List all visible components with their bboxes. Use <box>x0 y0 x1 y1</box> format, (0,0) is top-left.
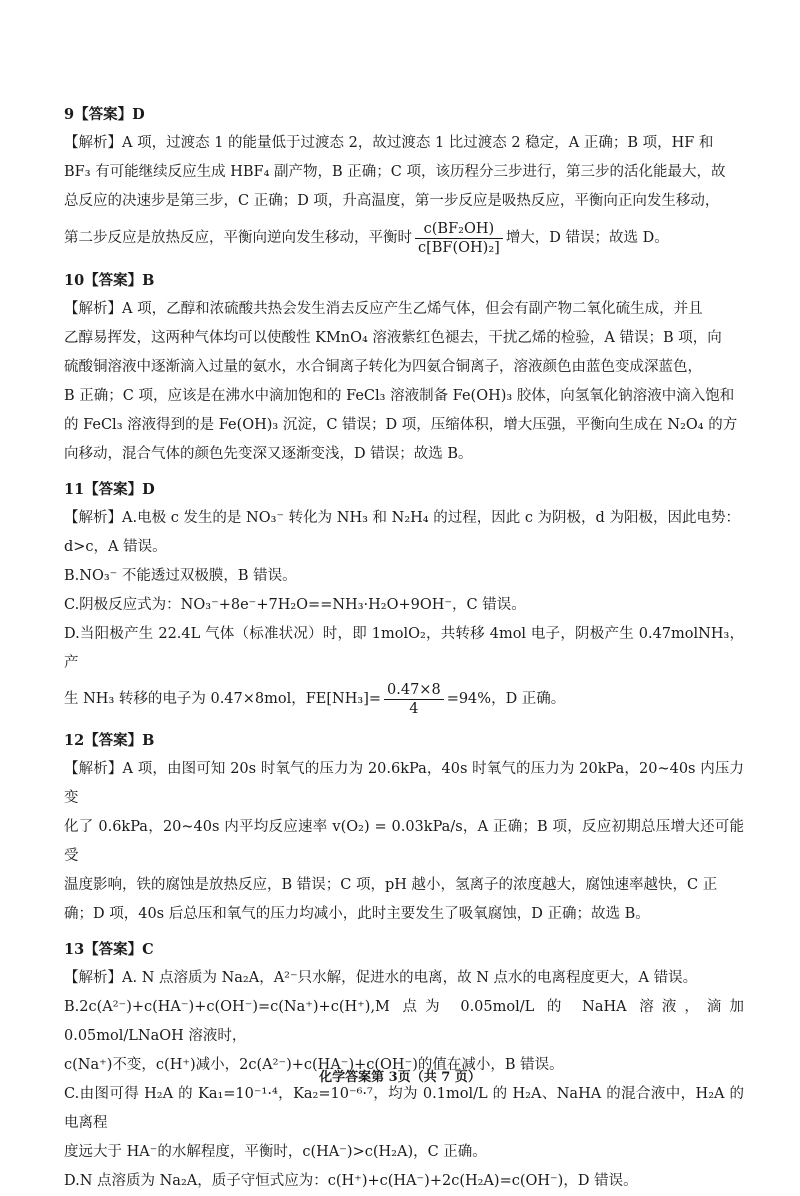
answer-heading: 11【答案】D <box>64 481 155 498</box>
explanation-line: 硫酸铜溶液中逐渐滴入过量的氨水，水合铜离子转化为四氨合铜离子，溶液颜色由蓝色变成深蓝色， <box>64 359 702 375</box>
explanation-line: 【解析】A. N 点溶质为 Na₂A，A²⁻只水解，促进水的电离，故 N 点水的电离程度更大，A 错误。 <box>64 970 698 986</box>
explanation-line: 确；D 项，40s 后总压和氧气的压力均减小，此时主要发生了吸氧腐蚀，D 正确；故选 B。 <box>64 906 650 922</box>
text-span: =94%，D 正确。 <box>446 691 566 707</box>
text-span: 生 NH₃ 转移的电子为 0.47×8mol，FE[NH₃]= <box>64 691 382 707</box>
question-9 <box>64 100 744 260</box>
explanation-line: C.阴极反应式为：NO₃⁻+8e⁻+7H₂O==NH₃·H₂O+9OH⁻，C 错误。 <box>64 597 526 613</box>
answer-heading: 10【答案】B <box>64 272 155 289</box>
explanation-line: D.N 点溶质为 Na₂A，质子守恒式应为：c(H⁺)+c(HA⁻)+2c(H₂A)=c(OH⁻)，D 错误。 <box>64 1173 638 1189</box>
answer-heading: 9【答案】D <box>64 106 145 123</box>
explanation-line: 的 FeCl₃ 溶液得到的是 Fe(OH)₃ 沉淀，C 错误；D 项，压缩体积，增大压强，平衡向生成在 N₂O₄ 的方 <box>64 417 738 433</box>
explanation-line: BF₃ 有可能继续反应生成 HBF₄ 副产物，B 正确；C 项，该历程分三步进行，第三步的活化能最大，故 <box>64 164 726 180</box>
explanation-line <box>64 216 744 260</box>
fraction-numerator: 0.47×8 <box>384 681 444 700</box>
fraction <box>384 681 444 718</box>
explanation-line: 向移动，混合气体的颜色先变深又逐渐变浅，D 错误；故选 B。 <box>64 446 473 462</box>
page-footer: 化学答案第 3页（共 7 页） <box>319 1070 481 1085</box>
answer-heading: 13【答案】C <box>64 941 154 958</box>
explanation-line <box>64 678 744 720</box>
answer-heading: 12【答案】B <box>64 732 155 749</box>
explanation-line: 【解析】A 项，过渡态 1 的能量低于过渡态 2，故过渡态 1 比过渡态 2 稳定，A 正确；B 项，HF 和 <box>64 135 714 151</box>
explanation-line: 温度影响，铁的腐蚀是放热反应，B 错误；C 项，pH 越小，氢离子的浓度越大，腐蚀速率越快，C 正 <box>64 877 718 893</box>
explanation-line: c(Na⁺)不变，c(H⁺)减小，2c(A²⁻)+c(HA⁻)+c(OH⁻)的值在减小，B 错误。 <box>64 1057 564 1073</box>
explanation-line: 总反应的决速步是第三步，C 正确；D 项，升高温度，第一步反应是吸热反应，平衡向正向发生移动， <box>64 193 720 209</box>
explanation-line: B.NO₃⁻ 不能透过双极膜，B 错误。 <box>64 568 297 584</box>
explanation-line: 乙醇易挥发，这两种气体均可以使酸性 KMnO₄ 溶液紫红色褪去，干扰乙烯的检验，A 错误；B 项，向 <box>64 330 722 346</box>
fraction-denominator: 4 <box>409 700 419 717</box>
answer-page <box>64 100 744 1196</box>
explanation-line: B.2c(A²⁻)+c(HA⁻)+c(OH⁻)=c(Na⁺)+c(H⁺),M 点为 0.05mol/L 的 NaHA 溶液，滴加 0.05mol/LNaOH 溶液时， <box>64 999 744 1044</box>
explanation-line: 【解析】A.电极 c 发生的是 NO₃⁻ 转化为 NH₃ 和 N₂H₄ 的过程，因此 c 为阴极，d 为阳极，因此电势： <box>64 510 740 526</box>
explanation-line: 度远大于 HA⁻的水解程度，平衡时，c(HA⁻)>c(H₂A)，C 正确。 <box>64 1144 487 1160</box>
question-12 <box>64 726 744 929</box>
explanation-line: B 正确；C 项，应该是在沸水中滴加饱和的 FeCl₃ 溶液制备 Fe(OH)₃ 胶体，向氢氧化钠溶液中滴入饱和 <box>64 388 735 404</box>
explanation-line: d>c，A 错误。 <box>64 539 167 555</box>
fraction <box>415 220 503 257</box>
fraction-numerator: c(BF₂OH) <box>415 220 503 239</box>
explanation-line: C.由图可得 H₂A 的 Ka₁=10⁻¹·⁴，Ka₂=10⁻⁶·⁷，均为 0.1mol/L 的 H₂A、NaHA 的混合液中，H₂A 的电离程 <box>64 1086 744 1131</box>
text-span: 第二步反应是放热反应，平衡向逆向发生移动，平衡时 <box>64 230 412 246</box>
question-11 <box>64 475 744 720</box>
explanation-line: 【解析】A 项，由图可知 20s 时氧气的压力为 20.6kPa，40s 时氧气的压力为 20kPa，20~40s 内压力变 <box>64 761 744 806</box>
explanation-line: 化了 0.6kPa，20~40s 内平均反应速率 v(O₂) = 0.03kPa/s，A 正确；B 项，反应初期总压增大还可能受 <box>64 819 744 864</box>
explanation-line: 【解析】A 项，乙醇和浓硫酸共热会发生消去反应产生乙烯气体，但会有副产物二氧化硫生成，并且 <box>64 301 703 317</box>
explanation-line: D.当阳极产生 22.4L 气体（标准状况）时，即 1molO₂，共转移 4mol 电子，阴极产生 0.47molNH₃，产 <box>64 626 744 671</box>
fraction-denominator: c[BF(OH)₂] <box>418 239 500 256</box>
text-span: 增大，D 错误；故选 D。 <box>505 230 669 246</box>
question-10 <box>64 266 744 469</box>
